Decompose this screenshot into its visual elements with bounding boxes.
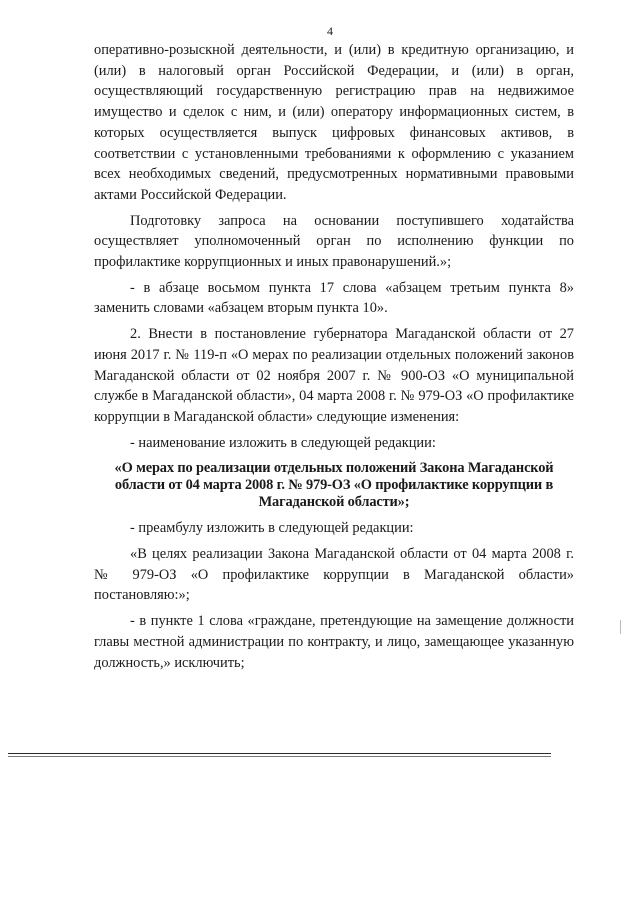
paragraph-preamble-instruction: - преамбулу изложить в следующей редакции: <box>130 520 414 537</box>
document-body <box>94 40 574 673</box>
bottom-rule <box>8 753 551 754</box>
scan-edge-mark <box>620 620 621 634</box>
paragraph-continuation: оперативно-розыскной деятельности, и (или) в кредитную организацию, и (или) в налоговый орган Российской Федерации, и (или) в орган, осуществляющий государственную регистрацию прав на недвижимое имущество и сделок с ним, и (или) оператору информационных систем, в которых осуществляется выпуск цифровых финансовых активов, в соответствии с установленными требованиями к оформлению с указанием всех необходимых сведений, предусмотренных нормативными правовыми актами Российской Федерации. <box>94 42 574 203</box>
new-title-block: «О мерах по реализации отдельных положений Закона Магаданской области от 04 марта 2008 г. № 979-ОЗ «О профилактике коррупции в Магаданской области»; <box>114 460 554 511</box>
paragraph-point-1-amendment: - в пункте 1 слова «граждане, претендующие на замещение должности главы местной администрации по контракту, и лицо, замещающее указанную должность,» исключить; <box>94 613 574 671</box>
page-number: 4 <box>327 24 333 38</box>
paragraph-amendment-point-17: - в абзаце восьмом пункта 17 слова «абзацем третьим пункта 8» заменить словами «абзацем вторым пункта 10». <box>94 279 574 317</box>
bottom-rule-shadow <box>8 756 551 757</box>
paragraph-title-instruction: - наименование изложить в следующей редакции: <box>130 434 436 451</box>
paragraph-item-2: 2. Внести в постановление губернатора Магаданской области от 27 июня 2017 г. № 119-п «О мерах по реализации отдельных положений законов Магаданской области от 02 ноября 2007 г. № 900-ОЗ «О муниципальной службе в Магаданской области», 04 марта 2008 г. № 979-ОЗ «О профилактике коррупции в Магаданской области» следующие изменения: <box>94 326 574 425</box>
paragraph-request-preparation: Подготовку запроса на основании поступившего ходатайства осуществляет уполномоченный орган по исполнению функции по профилактике коррупционных и иных правонарушений.»; <box>94 212 574 271</box>
paragraph-new-preamble: «В целях реализации Закона Магаданской области от 04 марта 2008 г. № 979-ОЗ «О профилактике коррупции в Магаданской области» постановляю:»; <box>94 546 574 604</box>
